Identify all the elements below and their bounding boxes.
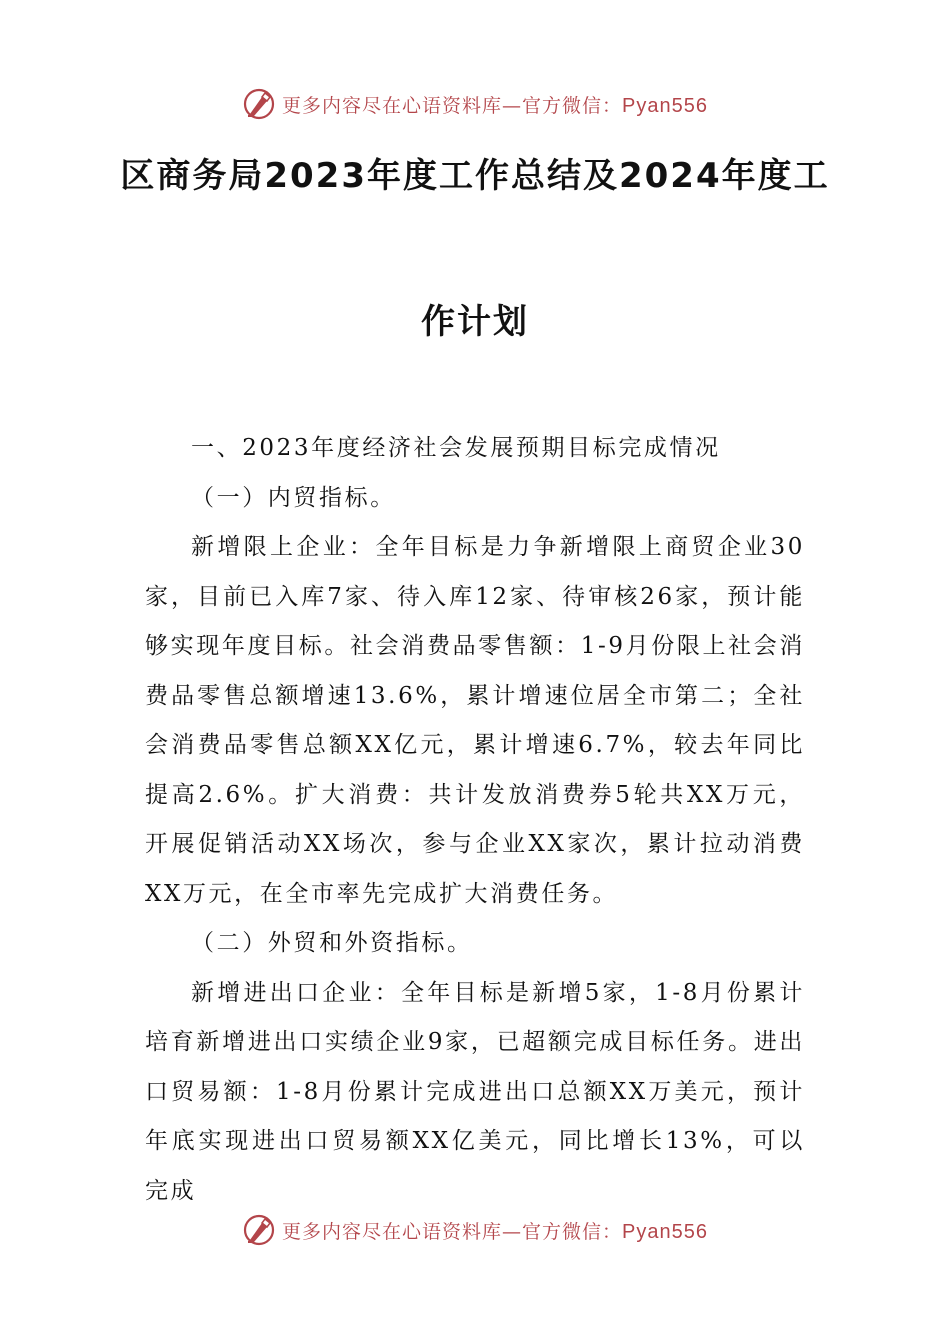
- banner-text: [282, 1217, 708, 1244]
- banner-separator: —: [502, 1220, 523, 1243]
- banner-wechat-label: 官方微信：: [522, 1220, 623, 1243]
- pen-nib-logo-icon: [242, 1213, 276, 1247]
- paragraph-domestic-trade: 新增限上企业：全年目标是力争新增限上商贸企业30家，目前已入库7家、待入库12家、待审核26家，预计能够实现年度目标。社会消费品零售额：1-9月份限上社会消费品零售总额增速13.6%，累计增速位居全市第二；全社会消费品零售总额XX亿元，累计增速6.7%，较去年同比提高2.6%。扩大消费：共计发放消费券5轮共XX万元，开展促销活动XX场次，参与企业XX家次，累计拉动消费XX万元，在全市率先完成扩大消费任务。: [145, 534, 805, 907]
- header-banner: [0, 82, 950, 126]
- document-title-line-1: 区商务局2023年度工作总结及2024年度工: [120, 156, 830, 196]
- banner-wechat-id: Pyan556: [622, 94, 708, 117]
- banner-slogan: 更多内容尽在心语资料库: [282, 1220, 503, 1243]
- pen-nib-logo-icon: [242, 87, 276, 121]
- banner-text: [282, 91, 708, 118]
- footer-banner: [0, 1208, 950, 1252]
- banner-slogan: 更多内容尽在心语资料库: [282, 94, 503, 117]
- subsection-heading-domestic-trade: （一）内贸指标。: [191, 484, 396, 511]
- document-body: [145, 424, 805, 1216]
- banner-wechat-label: 官方微信：: [522, 94, 623, 117]
- paragraph-foreign-trade: 新增进出口企业：全年目标是新增5家，1-8月份累计培育新增进出口实绩企业9家，已超额完成目标任务。进出口贸易额：1-8月份累计完成进出口总额XX万美元，预计年底实现进出口贸易额XX亿美元，同比增长13%，可以完成: [145, 979, 805, 1204]
- banner-separator: —: [502, 94, 523, 117]
- document-title-line-2: 作计划: [421, 302, 529, 342]
- subsection-heading-foreign-trade: （二）外贸和外资指标。: [191, 930, 473, 956]
- banner-wechat-id: Pyan556: [622, 1220, 708, 1243]
- section-heading: 一、2023年度经济社会发展预期目标完成情况: [191, 435, 721, 461]
